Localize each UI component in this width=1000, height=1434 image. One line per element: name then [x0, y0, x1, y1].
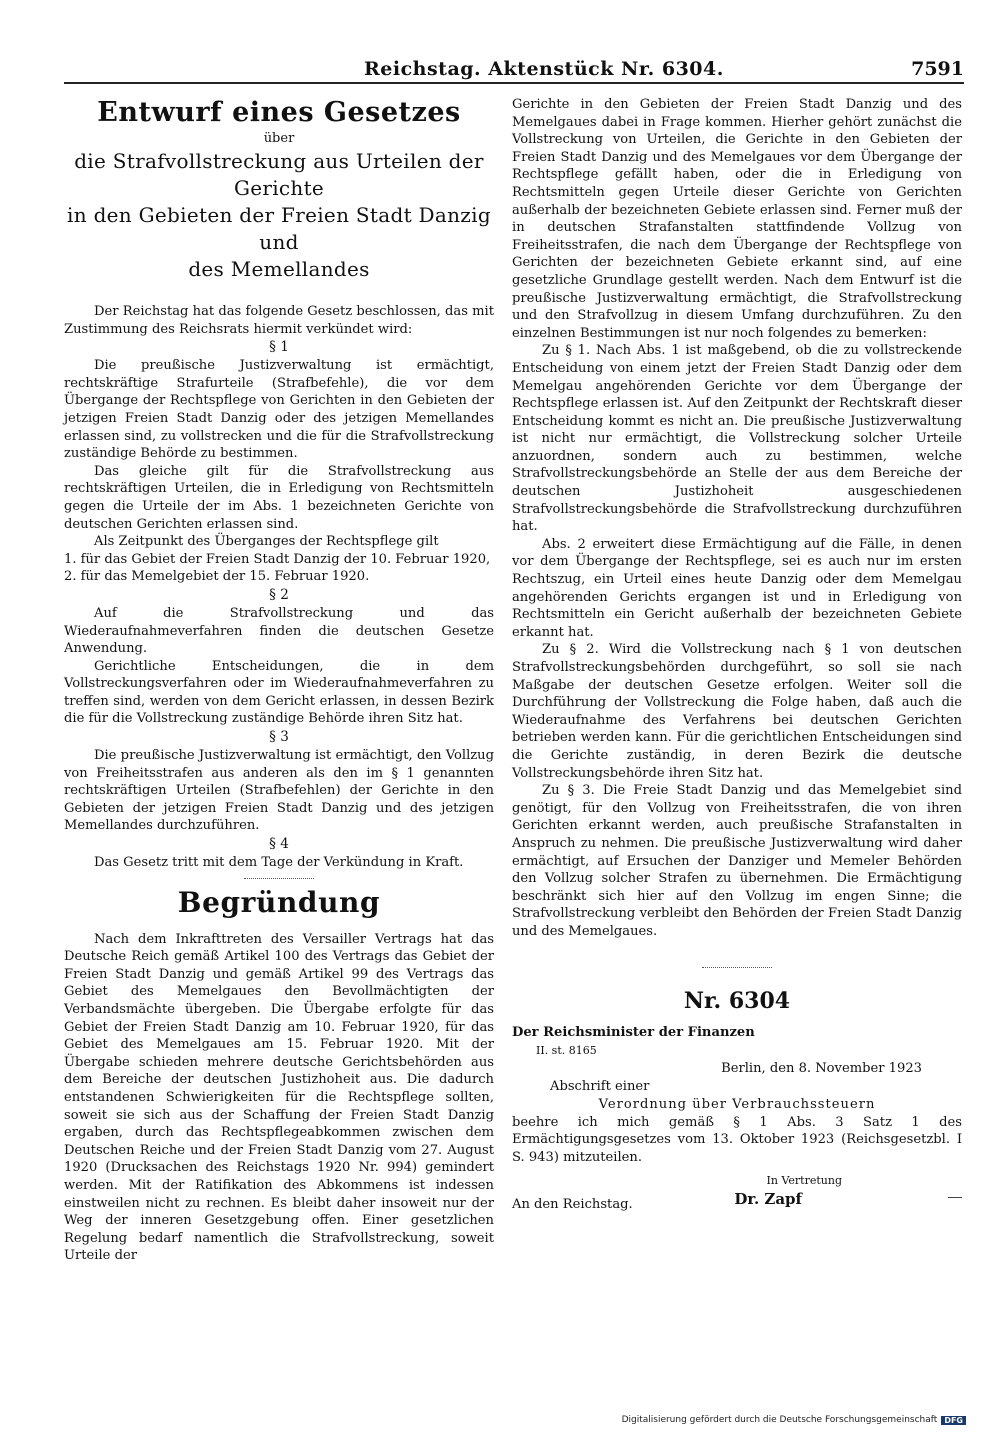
note-section-1-abs-2: Abs. 2 erweitert diese Ermächtigung auf die Fälle, in denen vor dem Übergange der Rechtspflege, sei es auch nur im ersten Rechtszug, ein Urteil eines heute Danzig oder dem Memelgau angehörenden Gerichts ergangen ist und in Erledigung von Rechtsmitteln ein Gericht außerhalb der bezeichneten Gebiete erkannt hat. — [512, 536, 962, 640]
document-number: Nr. 6304 — [683, 987, 791, 1014]
section-3-para-1: Die preußische Justizverwaltung ist ermächtigt, den Vollzug von Freiheitsstrafen aus anderen als den im § 1 genannten rechtskräftigen Urteilen (Strafbefehlen) der Gerichte in den Gebieten der jetzigen Freien Stadt Danzig und des jetzigen Memellandes durchzuführen. — [64, 748, 494, 834]
margin-mark — [948, 1197, 962, 1198]
section-2-heading: § 2 — [269, 586, 289, 603]
sender: Der Reichsminister der Finanzen — [512, 1024, 755, 1040]
reference-number: II. st. 8165 — [536, 1043, 597, 1057]
right-column — [512, 96, 962, 1216]
page-number: 7591 — [911, 58, 964, 80]
cover-letter-body: beehre ich mich gemäß § 1 Abs. 3 Satz 1 des Ermächtigungsgesetzes vom 13. Oktober 1923 (Reichsgesetzbl. I S. 943) mitzuteilen. — [512, 1114, 962, 1165]
draft-title: Entwurf eines Gesetzes — [97, 97, 461, 128]
section-1-para-3: Als Zeitpunkt des Überganges der Rechtspflege gilt — [94, 534, 439, 550]
header-rule — [64, 82, 964, 84]
section-4-para-1: Das Gesetz tritt mit dem Tage der Verkündung in Kraft. — [94, 855, 464, 871]
abschrift-line: Abschrift einer — [550, 1078, 650, 1094]
draft-subtitle-line-2: in den Gebieten der Freien Stadt Danzig und — [67, 203, 491, 254]
separator — [702, 967, 772, 968]
note-section-2: Zu § 2. Wird die Vollstreckung nach § 1 von deutschen Strafvollstreckungsbehörden durchgeführt, so soll sie nach Maßgabe der deutschen Gesetze erfolgen. Weiter soll die Durchführung der Vollstreckung die Folge haben, daß auch die Wiederaufnahme des Verfahrens bei deutschen Gerichten betrieben werden kann. Für die gerichtlichen Entscheidungen sind die Gerichte zuständig, in deren Bezirk die deutsche Vollstreckungsbehörde ihren Sitz hat. — [512, 642, 962, 781]
draft-subtitle-line-3: des Memellandes — [188, 257, 370, 281]
section-1-item-2: 2. für das Memelgebiet der 15. Februar 1920. — [64, 569, 370, 585]
section-2-para-2: Gerichtliche Entscheidungen, die in dem Vollstreckungsverfahren oder im Wiederaufnahmeverfahren zu treffen sind, werden von dem Gericht erlassen, in dessen Bezirk die für die Vollstreckung zuständige Behörde ihren Sitz hat. — [64, 658, 494, 727]
enactment-clause: Der Reichstag hat das folgende Gesetz beschlossen, das mit Zustimmung des Reichsrats hiermit verkündet wird: — [64, 304, 494, 337]
section-2-para-1: Auf die Strafvollstreckung und das Wiederaufnahmeverfahren finden die deutschen Gesetze Anwendung. — [64, 605, 494, 657]
section-1-item-1: 1. für das Gebiet der Freien Stadt Danzig der 10. Februar 1920, — [64, 551, 491, 567]
funding-note: Digitalisierung gefördert durch die Deutsche Forschungsgemeinschaft — [621, 1415, 938, 1425]
section-1-para-2: Das gleiche gilt für die Strafvollstreckung aus rechtskräftigen Urteilen, die in Erledigung von Rechtsmitteln gegen die Urteile der im Abs. 1 bezeichneten Gerichte von deutschen Gerichten erlassen sind. — [64, 463, 494, 532]
in-vertretung: In Vertretung — [766, 1174, 842, 1188]
section-4-heading: § 4 — [269, 836, 289, 853]
verordnung-title: Verordnung über Verbrauchssteuern — [598, 1096, 876, 1112]
digitization-footer — [622, 1415, 966, 1425]
begruendung-para-1: Nach dem Inkrafttreten des Versailler Vertrags hat das Deutsche Reich gemäß Artikel 100 des Vertrags das Gebiet der Freien Stadt Danzig und gemäß Artikel 99 des Vertrags das Gebiet des Memelgaues den Bevollmächtigten der Verbandsmächte übergeben. Die Übergabe erfolgte für das Gebiet der Freien Stadt Danzig am 10. Februar 1920, für das Gebiet des Memelgaues am 15. Februar 1920. Mit der Übergabe schieden mehrere deutsche Gerichtsbehörden aus dem Bereiche der deutschen Justizhoheit aus. Die dadurch entstandenen Schwierigkeiten für die Rechtspflege sollten, soweit sie sich aus der Schaffung der Freien Stadt Danzig ergaben, durch das Rechtspflegeabkommen zwischen dem Deutschen Reiche und der Freien Stadt Danzig vom 27. August 1920 (Drucksachen des Reichstags 1920 Nr. 994) gemindert werden. Mit der Ratifikation des Abkommens ist indessen einstweilen nicht zu rechnen. Es bleibt daher insoweit nur der Weg der inneren Gesetzgebung offen. Einer gesetzlichen Regelung bedarf namentlich die Strafvollstreckung, soweit Urteile der — [64, 931, 494, 1264]
signature: Dr. Zapf — [734, 1190, 802, 1209]
separator — [244, 878, 314, 879]
place-date: Berlin, den 8. November 1923 — [721, 1060, 922, 1076]
note-section-3: Zu § 3. Die Freie Stadt Danzig und das Memelgebiet sind genötigt, für den Vollzug von Freiheitsstrafen, die von ihren Gerichten erkannt werden, auch preußische Strafanstalten in Anspruch zu nehmen. Die preußische Justizverwaltung wird daher ermächtigt, auf Ersuchen der Danziger und Memeler Behörden den Vollzug solcher Strafen zu übernehmen. Die Ermächtigung beschränkt sich hier auf den Vollzug im engen Sinne; die Strafvollstreckung verbleibt den Behörden der Freien Stadt Danzig und des Memelgaues. — [512, 783, 962, 939]
draft-ueber: über — [263, 131, 295, 146]
addressee: An den Reichstag. — [512, 1197, 633, 1213]
running-title: Reichstag. Aktenstück Nr. 6304. — [364, 58, 724, 80]
section-1-heading: § 1 — [269, 339, 289, 356]
begruendung-continued: Gerichte in den Gebieten der Freien Stadt Danzig und des Memelgaues dabei in Frage kommen. Hierher gehört zunächst die Vollstreckung von Urteilen, die Gerichte in den Gebieten der Freien Stadt Danzig und des Memelgaues vor dem Übergange der Rechtspflege gefällt haben, oder die in Erledigung von Rechtsmitteln gegen Urteile dieser Gerichte von Gerichten außerhalb der bezeichneten Gebiete erlassen sind. Ferner muß der in deutschen Strafanstalten stattfindende Vollzug von Freiheitsstrafen, die nach dem Übergange der Rechtspflege von Gerichten der bezeichneten Gebiete erkannt sind, auf eine gesetzliche Grundlage gestellt werden. Nach dem Entwurf ist die preußische Justizverwaltung ermächtigt, die Strafvollstreckung und den Strafvollzug in diesem Umfang durchzuführen. Zu den einzelnen Bestimmungen ist nur noch folgendes zu bemerken: — [512, 97, 962, 341]
section-1-para-1: Die preußische Justizverwaltung ist ermächtigt, rechtskräftige Strafurteile (Strafbefehle), die vor dem Übergange der Rechtspflege von Gerichten in den Gebieten der jetzigen Freien Stadt Danzig oder des jetzigen Memellandes erlassen sind, zu vollstrecken und die für die Strafvollstreckung zuständige Behörde zu bestimmen. — [64, 358, 494, 462]
begruendung-heading: Begründung — [177, 885, 381, 919]
section-3-heading: § 3 — [269, 729, 289, 746]
draft-subtitle-line-1: die Strafvollstreckung aus Urteilen der Gerichte — [74, 149, 484, 200]
note-section-1: Zu § 1. Nach Abs. 1 ist maßgebend, ob die zu vollstreckende Entscheidung von einem jetzt der Freien Stadt Danzig oder dem Memelgau angehörenden Gerichte vor dem Übergange der Rechtspflege erlassen ist. Auf den Zeitpunkt der Rechtskraft dieser Entscheidung kommt es nicht an. Die preußische Justizverwaltung ist nicht nur ermächtigt, die Vollstreckung solcher Urteile anzuordnen, sondern auch zu bestimmen, welche Strafvollstreckungsbehörde an Stelle der aus dem Bereiche der deutschen Justizhoheit ausgeschiedenen Strafvollstreckungsbehörde die Strafvollstreckung durchzuführen hat. — [512, 343, 962, 535]
dfg-logo: DFG — [941, 1416, 966, 1425]
left-column — [64, 96, 494, 1265]
